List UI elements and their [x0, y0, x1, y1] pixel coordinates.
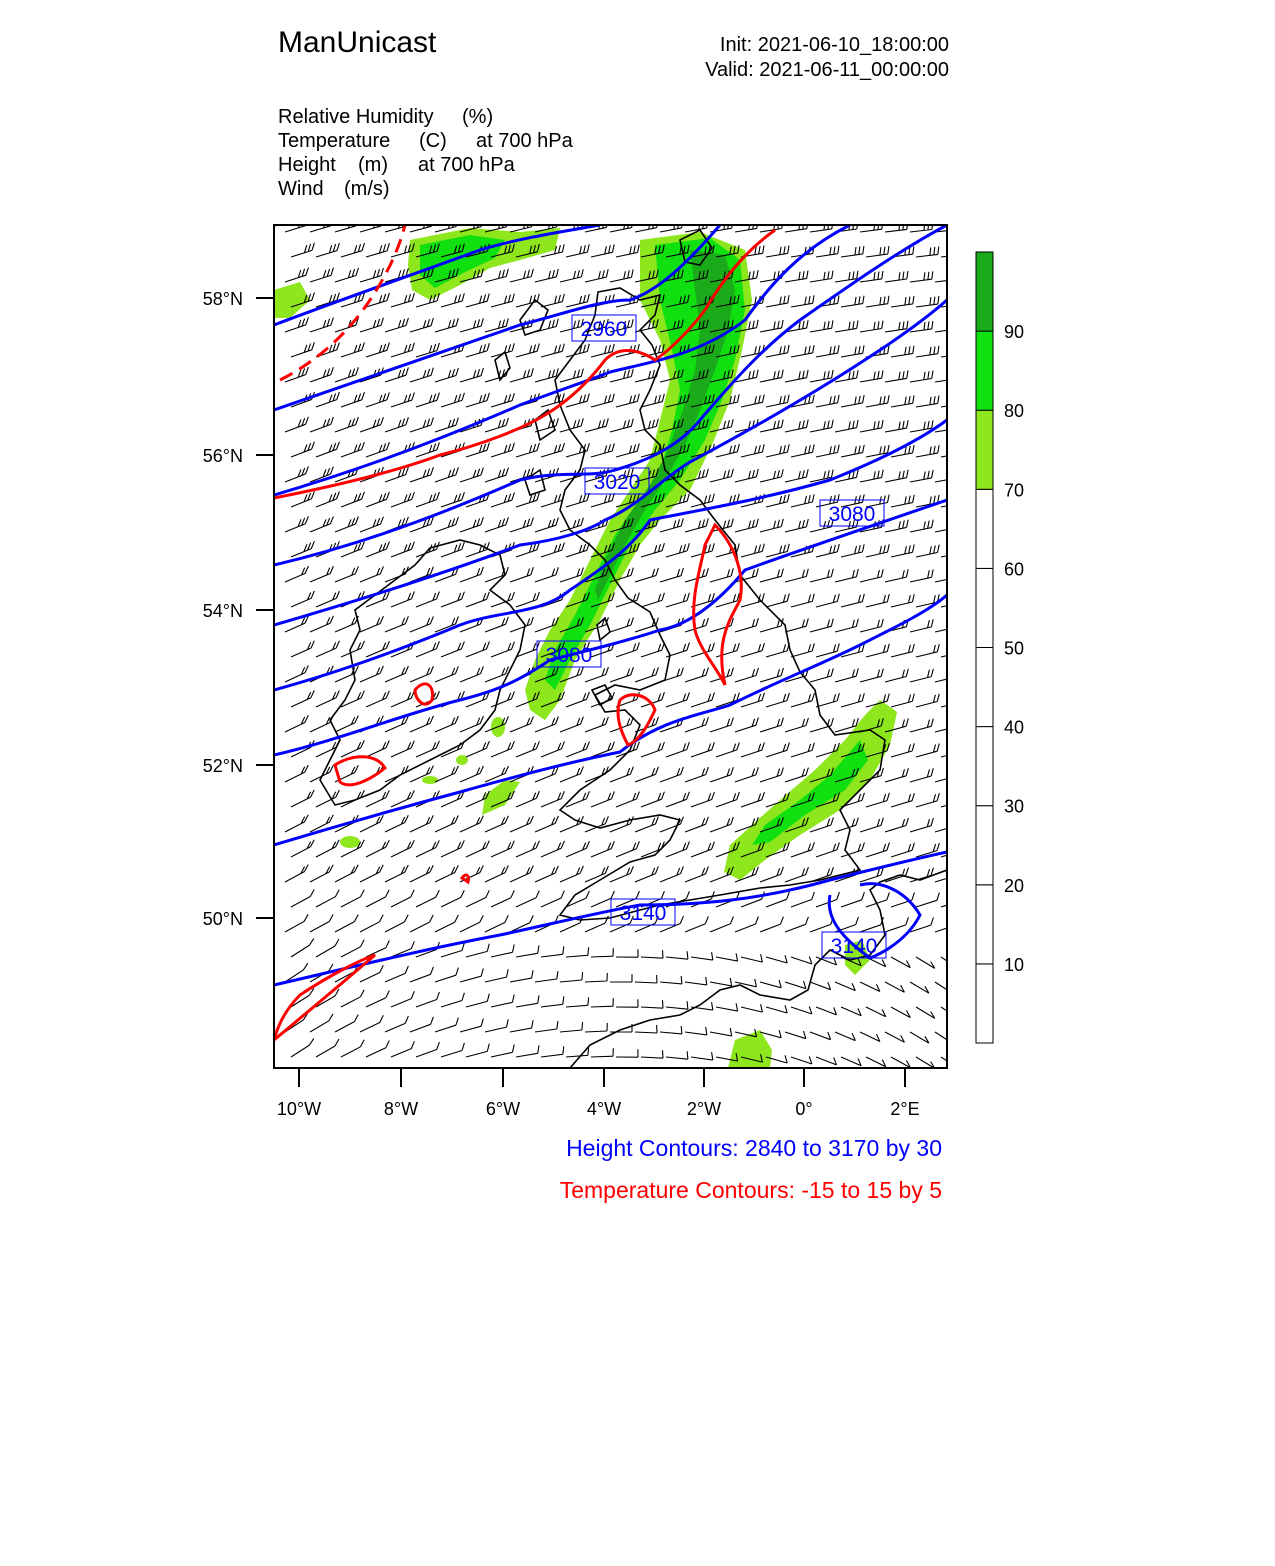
colorbar-segment [976, 885, 993, 964]
colorbar-label: 10 [1004, 954, 1025, 975]
init-time: Init: 2021-06-10_18:00:00 [719, 34, 949, 56]
temperature-contour [415, 684, 433, 704]
lat-label: 56°N [202, 446, 243, 466]
lon-label: 8°W [383, 1099, 419, 1119]
lon-label: 2°E [890, 1099, 920, 1119]
field-unit: (C) [419, 130, 447, 152]
lat-label: 58°N [202, 289, 243, 309]
colorbar-segment [976, 806, 993, 885]
contour-label: 3140 [830, 935, 878, 958]
colorbar-segment [976, 252, 993, 331]
colorbar-label: 60 [1004, 559, 1025, 580]
field-name: Temperature [278, 130, 391, 152]
contour-label: 3080 [545, 644, 593, 667]
colorbar-label: 70 [1004, 480, 1025, 501]
lon-label: 0° [795, 1099, 813, 1119]
height-contour [274, 225, 850, 495]
rh-small-patch [340, 836, 360, 848]
contour-label: 3020 [593, 471, 641, 494]
lat-label: 50°N [202, 909, 243, 929]
field-unit: (m) [358, 154, 388, 176]
rh-small-patch [422, 776, 438, 784]
field-unit: (%) [462, 106, 494, 128]
temperature-contours-note: Temperature Contours: -15 to 15 by 5 [559, 1177, 942, 1203]
height-contours-note: Height Contours: 2840 to 3170 by 30 [566, 1135, 942, 1161]
lat-label: 52°N [202, 756, 243, 776]
rh-colorbar [976, 252, 1024, 1043]
field-unit: (m/s) [344, 178, 390, 200]
colorbar-segment [976, 568, 993, 647]
field-level: at 700 hPa [418, 154, 515, 176]
colorbar-segment [976, 410, 993, 489]
field-name: Relative Humidity [278, 106, 434, 128]
colorbar-label: 90 [1004, 322, 1025, 343]
colorbar-segment [976, 727, 993, 806]
colorbar-segment [976, 331, 993, 410]
colorbar-label: 30 [1004, 796, 1025, 817]
colorbar-segment [976, 964, 993, 1043]
lat-label: 54°N [202, 601, 243, 621]
height-contour [274, 190, 400, 225]
colorbar-segment [976, 648, 993, 727]
field-level: at 700 hPa [476, 130, 573, 152]
contour-label: 3080 [828, 503, 876, 526]
field-name: Wind [278, 178, 324, 200]
colorbar-label: 80 [1004, 401, 1025, 422]
colorbar-segment [976, 489, 993, 568]
lon-label: 2°W [686, 1099, 722, 1119]
contour-label: 2960 [580, 318, 628, 341]
colorbar-label: 50 [1004, 638, 1025, 659]
latitude-axis [203, 289, 274, 929]
colorbar-label: 20 [1004, 875, 1025, 896]
contour-label: 3140 [619, 902, 667, 925]
lon-label: 6°W [485, 1099, 521, 1119]
lon-label: 10°W [276, 1099, 322, 1119]
field-name: Height [278, 154, 336, 176]
valid-time: Valid: 2021-06-11_00:00:00 [705, 59, 949, 81]
longitude-axis [277, 1068, 920, 1119]
colorbar-label: 40 [1004, 717, 1025, 738]
temperature-contour [618, 695, 655, 745]
lon-label: 4°W [586, 1099, 622, 1119]
page-title: ManUnicast [278, 26, 437, 59]
